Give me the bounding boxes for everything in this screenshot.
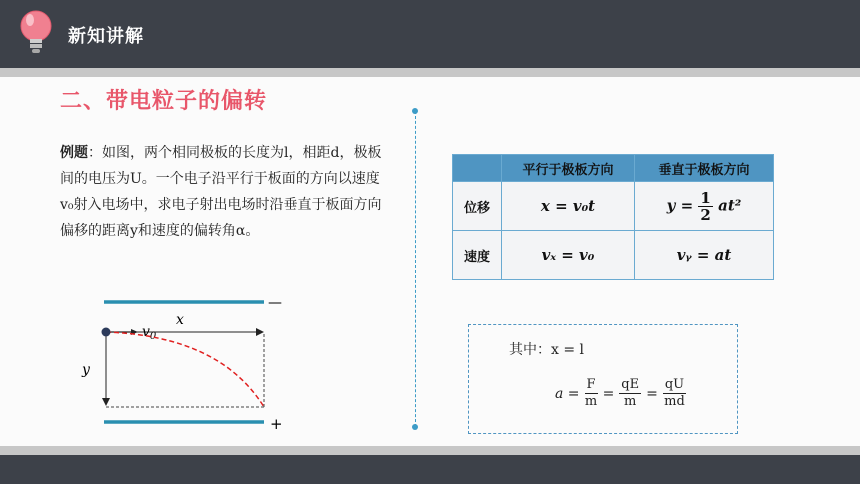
displacement-perpendicular	[635, 182, 774, 231]
problem-label: 例题	[60, 145, 88, 161]
footer-rule	[0, 446, 860, 455]
acc-eq-sign-2: =	[646, 385, 658, 402]
v0-label-main: v	[142, 324, 150, 340]
velocity-perpendicular: vᵧ = at	[635, 231, 774, 280]
disp-perp-lhs: y =	[666, 196, 694, 214]
table-header-row	[453, 155, 774, 182]
x-label: x	[176, 312, 184, 328]
vertical-divider	[415, 111, 416, 427]
formula-note-box	[468, 324, 738, 434]
y-label: y	[82, 362, 90, 378]
acceleration-equation	[555, 377, 686, 410]
top-plate-sign: —	[268, 295, 282, 311]
acc-frac-1-num: F	[586, 377, 596, 392]
acc-frac-1	[585, 377, 598, 410]
acc-frac-3-den: md	[664, 394, 685, 409]
acc-frac-2	[619, 377, 641, 410]
note-line-x: 其中：x = l	[509, 342, 585, 358]
disp-perp-num: 1	[700, 188, 711, 207]
footer-bar	[0, 455, 860, 484]
table-header-perpendicular: 垂直于极板方向	[635, 155, 774, 182]
acc-frac-3-num: qU	[664, 377, 685, 392]
acc-frac-2-num: qE	[621, 377, 640, 392]
acc-frac-2-den: m	[624, 394, 637, 409]
divider-dot-top	[412, 108, 418, 114]
acc-eq-sign-1: =	[602, 385, 615, 402]
table-row	[453, 182, 774, 231]
divider-dot-bottom	[412, 424, 418, 430]
x-arrow-head	[256, 328, 264, 336]
v0-label-sub: 0	[149, 331, 157, 342]
table-row	[453, 231, 774, 280]
deflection-diagram	[82, 290, 300, 440]
disp-perp-fraction	[698, 190, 712, 223]
velocity-parallel: vₓ = v₀	[502, 231, 635, 280]
displacement-parallel: x = v₀t	[502, 182, 635, 231]
header-title: 新知讲解	[68, 26, 144, 47]
acc-lhs: a =	[555, 385, 580, 402]
problem-body: ：如图，两个相同极板的长度为l，相距d，极板间的电压为U。一个电子沿平行于板面的方向以速度v₀射入电场中，求电子射出电场时沿垂直于板面方向偏移的距离y和速度的偏转角α。	[60, 145, 382, 239]
disp-perp-den: 2	[700, 205, 711, 224]
row-label-velocity: 速度	[453, 231, 502, 280]
header-rule	[0, 68, 860, 77]
table-header-parallel: 平行于极板方向	[502, 155, 635, 182]
bottom-plate-sign: +	[270, 415, 283, 433]
lightbulb-icon	[14, 8, 58, 60]
v0-label	[142, 324, 157, 342]
y-arrow-head	[102, 398, 110, 406]
electron-dot	[102, 328, 111, 337]
problem-text	[60, 140, 390, 244]
direction-table	[452, 154, 774, 280]
acc-frac-1-den: m	[584, 394, 598, 409]
acc-frac-3	[663, 377, 686, 410]
table-header-corner	[453, 155, 502, 182]
trajectory-curve	[106, 332, 264, 407]
section-title: 二、带电粒子的偏转	[60, 89, 268, 114]
disp-perp-rhs: at²	[718, 196, 742, 214]
row-label-displacement: 位移	[453, 182, 502, 231]
